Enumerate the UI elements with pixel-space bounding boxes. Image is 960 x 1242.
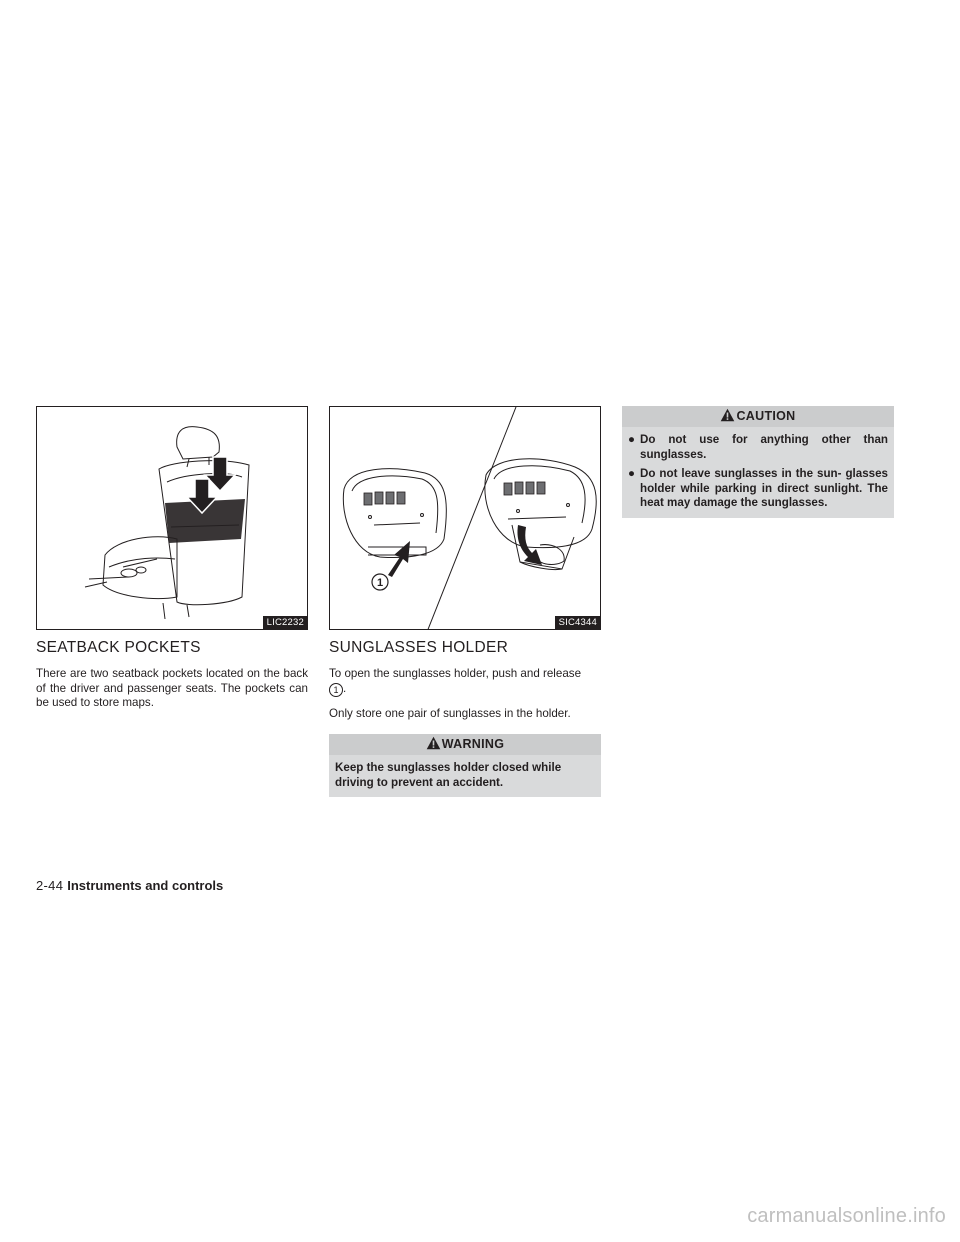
page-number: 2-44 [36, 878, 64, 893]
warning-title: WARNING [441, 737, 505, 751]
warning-header [329, 734, 601, 755]
open-arrow-icon [517, 525, 542, 565]
figure-code: LIC2232 [263, 616, 307, 629]
list-item-text: Do not leave sunglasses in the sun- glasses holder while parking in direct sunlight. The heat may damage the sunglasses. [640, 467, 888, 509]
bullet-icon: ● [628, 467, 636, 480]
body-punct: . [343, 681, 347, 695]
callout-ref: 1 [329, 683, 343, 697]
section-heading: SEATBACK POCKETS [36, 639, 201, 656]
watermark: carmanualsonline.info [747, 1205, 946, 1227]
warning-triangle-icon [426, 736, 441, 750]
warning-box [329, 734, 601, 797]
caution-column [622, 406, 894, 518]
sunglasses-column [329, 406, 601, 797]
list-item [628, 433, 888, 462]
callout-number: 1 [376, 577, 384, 589]
warning-triangle-icon [720, 408, 735, 422]
figure-code: SIC4344 [555, 616, 600, 629]
caution-box [622, 406, 894, 518]
section-title: Instruments and controls [67, 878, 224, 893]
seatback-body: There are two seatback pockets located on the back of the driver and passenger seats. The pockets can be used to store maps. [36, 667, 308, 709]
caution-header [622, 406, 894, 427]
page-footer [36, 878, 223, 893]
seatback-column [36, 406, 308, 711]
list-item-text: Do not use for anything other than sunglasses. [640, 433, 888, 461]
sunglasses-body-2: Only store one pair of sunglasses in the holder. [329, 706, 571, 720]
sunglasses-figure [329, 406, 601, 630]
seat-illustration [37, 407, 307, 629]
caution-title: CAUTION [736, 409, 796, 423]
sunglasses-illustration [330, 407, 600, 629]
list-item [628, 467, 888, 511]
sunglasses-body [329, 667, 601, 697]
seatback-figure [36, 406, 308, 630]
caution-list [622, 427, 894, 518]
push-arrow-icon [388, 541, 410, 577]
body-text: To open the sunglasses holder, push and release [329, 667, 582, 680]
bullet-icon: ● [628, 433, 636, 446]
section-heading: SUNGLASSES HOLDER [329, 639, 509, 656]
warning-text: Keep the sunglasses holder closed while driving to prevent an accident. [335, 761, 562, 789]
